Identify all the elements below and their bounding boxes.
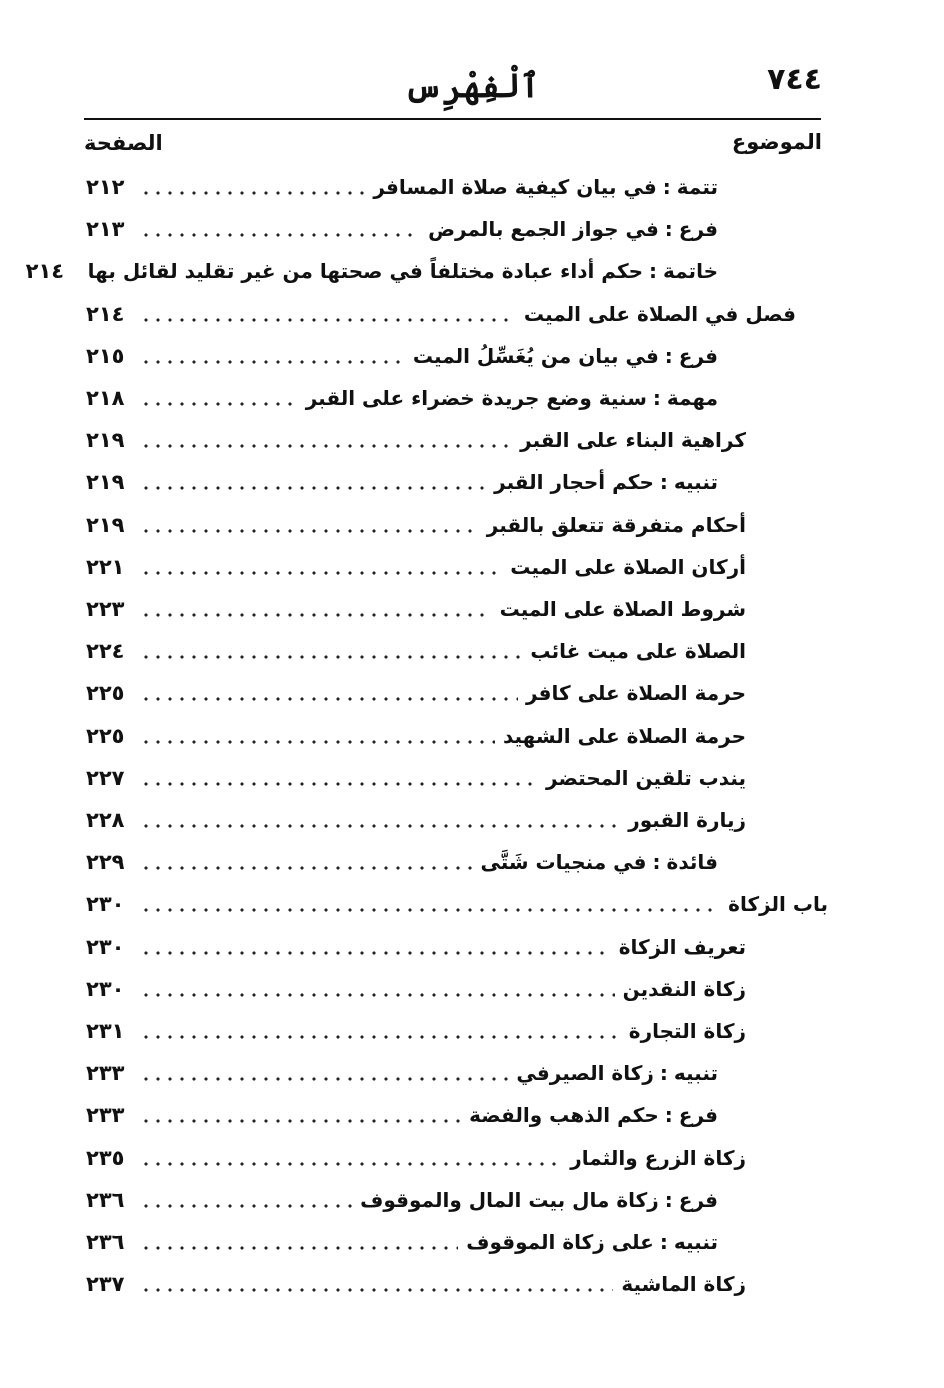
entry-lead: تنبيه — [673, 1230, 718, 1254]
entry-title: على زكاة الموقوف — [466, 1230, 654, 1254]
entry-title: زكاة الزرع والثمار — [570, 1145, 746, 1170]
dot-leader — [140, 571, 502, 575]
dot-leader — [140, 191, 365, 195]
dot-leader — [140, 402, 298, 406]
entry-page-number: ٢٢٥ — [86, 681, 125, 706]
dot-leader — [140, 951, 611, 955]
entry-title: في منجيات شَتَّى — [480, 850, 647, 875]
entry-page-number: ٢١٤ — [25, 259, 65, 284]
entry-page-number: ٢١٤ — [86, 301, 125, 326]
entry-page-number: ٢١٣ — [86, 217, 125, 242]
toc-entry — [86, 377, 718, 419]
entry-title: زكاة الصيرفي — [516, 1061, 654, 1086]
entry-page-number: ٢١٩ — [86, 470, 125, 495]
dot-leader — [140, 1246, 458, 1250]
toc-entry — [86, 419, 746, 461]
toc-entry — [86, 546, 746, 588]
header-rule — [84, 118, 821, 120]
entry-page-number: ٢١٩ — [86, 512, 125, 537]
entry-page-number: ٢٣٦ — [86, 1187, 125, 1212]
entry-lead: فرع — [678, 343, 718, 368]
running-title: ٱلْفِهْرِس — [404, 66, 540, 105]
entry-title: يندب تلقين المحتضر — [546, 765, 746, 790]
entry-title: شروط الصلاة على الميت — [499, 597, 746, 621]
entry-page-number: ٢٣٠ — [86, 934, 125, 959]
entry-separator: : — [664, 1103, 673, 1128]
toc-entry — [86, 672, 746, 714]
toc-entry — [86, 926, 746, 968]
entry-lead: تتمة — [676, 175, 718, 199]
entry-title: حكم أداء عبادة مختلفاً في صحتها من غير تقليد لقائل بها — [87, 259, 644, 284]
dot-leader — [140, 655, 522, 659]
entry-page-number: ٢٢٧ — [86, 765, 125, 790]
entry-page-number: ٢٢١ — [86, 554, 125, 579]
toc-entry — [86, 588, 746, 630]
column-header-topic: الموضوع — [731, 130, 822, 154]
column-header-page: الصفحة — [84, 131, 163, 155]
entry-title: أحكام متفرقة تتعلق بالقبر — [486, 512, 746, 537]
entry-page-number: ٢٣٠ — [86, 976, 125, 1001]
entry-title: حكم أحجار القبر — [494, 470, 654, 495]
dot-leader — [140, 697, 518, 701]
toc-entry — [86, 799, 746, 841]
toc-entry — [25, 250, 718, 292]
dot-leader — [140, 318, 516, 322]
dot-leader — [140, 993, 615, 997]
dot-leader — [140, 360, 405, 364]
dot-leader — [140, 444, 512, 448]
entry-page-number: ٢١٢ — [86, 175, 125, 199]
entry-title: في جواز الجمع بالمرض — [428, 217, 659, 242]
dot-leader — [140, 613, 492, 617]
dot-leader — [140, 233, 420, 237]
entry-page-number: ٢٣٣ — [86, 1103, 125, 1128]
entry-lead: خاتمة — [663, 259, 718, 284]
dot-leader — [140, 486, 486, 490]
toc-entry — [86, 1137, 746, 1179]
toc-entry — [86, 1221, 718, 1263]
dot-leader — [140, 740, 495, 744]
toc-entry — [86, 335, 718, 377]
toc-entry — [86, 1052, 718, 1094]
toc-entry — [86, 208, 718, 250]
toc-entry — [86, 1010, 746, 1052]
toc-entry — [86, 630, 746, 672]
entry-title: في بيان من يُغَسِّلُ الميت — [412, 343, 659, 368]
toc-entry — [86, 1094, 718, 1136]
entry-page-number: ٢٣٧ — [86, 1272, 125, 1297]
entry-page-number: ٢١٩ — [86, 428, 125, 453]
toc-entry — [86, 1263, 746, 1305]
entry-lead: فرع — [678, 1187, 718, 1212]
entry-page-number: ٢٣١ — [86, 1019, 125, 1043]
entry-page-number: ٢٢٩ — [86, 850, 125, 875]
entry-title: كراهية البناء على القبر — [520, 428, 746, 453]
entry-title: حرمة الصلاة على الشهيد — [502, 723, 746, 748]
toc-entry — [86, 715, 746, 757]
entry-title: زكاة التجارة — [628, 1019, 746, 1043]
entry-title: فصل في الصلاة على الميت — [523, 301, 796, 326]
dot-leader — [140, 908, 720, 912]
toc-entry — [86, 841, 718, 883]
entry-page-number: ٢٣٠ — [86, 892, 125, 917]
toc-entry — [86, 504, 746, 546]
entry-title: أركان الصلاة على الميت — [510, 554, 746, 579]
toc-entry — [86, 166, 718, 208]
entry-title: حكم الذهب والفضة — [469, 1103, 659, 1128]
toc-entry — [86, 461, 718, 503]
toc-entry — [86, 883, 828, 925]
dot-leader — [140, 866, 472, 870]
entry-lead: تنبيه — [673, 1061, 718, 1086]
entry-separator: : — [664, 343, 673, 368]
entry-separator: : — [652, 850, 661, 875]
entry-title: حرمة الصلاة على كافر — [525, 681, 746, 706]
entry-separator: : — [659, 1061, 668, 1086]
dot-leader — [140, 1162, 562, 1166]
page-number: ٧٤٤ — [767, 62, 822, 97]
entry-page-number: ٢٢٨ — [86, 808, 125, 832]
entry-title: سنية وضع جريدة خضراء على القبر — [305, 386, 647, 410]
entry-separator: : — [664, 1187, 673, 1212]
dot-leader — [140, 824, 620, 828]
entry-page-number: ٢٣٦ — [86, 1230, 125, 1254]
entry-page-number: ٢٢٤ — [86, 639, 125, 664]
entry-title: تعريف الزكاة — [618, 934, 746, 959]
entry-lead: فرع — [678, 217, 718, 242]
entry-separator: : — [659, 470, 668, 495]
dot-leader — [140, 1077, 508, 1081]
dot-leader — [140, 1035, 621, 1039]
entry-separator: : — [652, 386, 661, 410]
entry-separator: : — [659, 1230, 668, 1254]
entry-title: زكاة النقدين — [622, 976, 746, 1001]
dot-leader — [140, 1204, 352, 1208]
entry-page-number: ٢٣٥ — [86, 1145, 125, 1170]
dot-leader — [140, 782, 538, 786]
entry-lead: فائدة — [666, 850, 718, 875]
entry-separator: : — [649, 259, 658, 284]
entry-page-number: ٢٣٣ — [86, 1061, 125, 1086]
entry-title: الصلاة على ميت غائب — [530, 639, 746, 664]
entry-page-number: ٢٢٥ — [86, 723, 125, 748]
toc-entry — [86, 968, 746, 1010]
entry-lead: فرع — [678, 1103, 718, 1128]
entry-title: زكاة الماشية — [621, 1272, 746, 1297]
entry-separator: : — [664, 217, 673, 242]
entry-title: في بيان كيفية صلاة المسافر — [373, 175, 657, 199]
dot-leader — [140, 529, 479, 533]
toc-entry — [86, 1179, 718, 1221]
entry-separator: : — [662, 175, 671, 199]
entry-lead: مهمة — [666, 386, 718, 410]
dot-leader — [140, 1288, 613, 1292]
entry-lead: تنبيه — [673, 470, 718, 495]
entry-title: باب الزكاة — [728, 892, 828, 917]
toc-entry — [86, 757, 746, 799]
dot-leader — [140, 1119, 461, 1123]
entry-title: زكاة مال بيت المال والموقوف — [360, 1187, 659, 1212]
toc-entry — [86, 293, 796, 335]
entry-title: زيارة القبور — [628, 808, 746, 832]
entry-page-number: ٢١٥ — [86, 343, 125, 368]
entry-page-number: ٢١٨ — [86, 386, 125, 410]
entry-page-number: ٢٢٣ — [86, 597, 125, 621]
